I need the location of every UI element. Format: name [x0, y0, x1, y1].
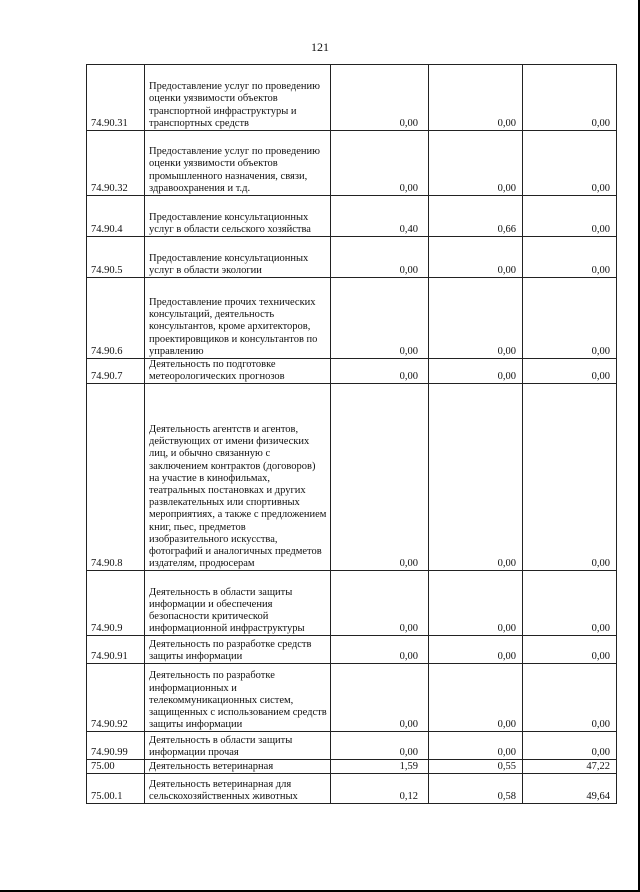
table-row	[87, 664, 617, 732]
row-description: Предоставление услуг по проведению оценки уязвимости объектов транспортной инфраструктуры и транспортных средств	[145, 65, 331, 131]
row-value-3: 0,00	[523, 278, 617, 359]
row-value-3: 0,00	[523, 664, 617, 732]
table-row	[87, 359, 617, 384]
row-value-2: 0,00	[429, 636, 523, 664]
table-row	[87, 384, 617, 571]
row-value-2: 0,00	[429, 732, 523, 760]
row-code: 74.90.9	[87, 571, 145, 636]
row-code: 74.90.92	[87, 664, 145, 732]
row-value-3: 0,00	[523, 571, 617, 636]
row-description: Деятельность ветеринарная	[145, 760, 331, 774]
row-description: Предоставление прочих технических консультаций, деятельность консультантов, кроме архитекторов, проектировщиков и консультантов по управлению	[145, 278, 331, 359]
row-value-1: 0,00	[331, 65, 429, 131]
row-value-2: 0,00	[429, 359, 523, 384]
row-value-2: 0,66	[429, 196, 523, 237]
row-code: 75.00.1	[87, 774, 145, 804]
row-value-1: 0,00	[331, 359, 429, 384]
row-code: 74.90.99	[87, 732, 145, 760]
activity-table-body	[87, 65, 617, 804]
row-value-2: 0,00	[429, 237, 523, 278]
row-value-1: 0,12	[331, 774, 429, 804]
row-description: Деятельность по разработке средств защиты информации	[145, 636, 331, 664]
row-value-3: 0,00	[523, 732, 617, 760]
row-value-2: 0,55	[429, 760, 523, 774]
row-code: 74.90.7	[87, 359, 145, 384]
row-value-1: 0,00	[331, 664, 429, 732]
row-value-1: 0,00	[331, 278, 429, 359]
row-code: 75.00	[87, 760, 145, 774]
table-row	[87, 196, 617, 237]
row-description: Предоставление услуг по проведению оценки уязвимости объектов промышленного назначения, связи, здравоохранения и т.д.	[145, 131, 331, 196]
activity-table	[86, 64, 617, 804]
row-value-2: 0,00	[429, 571, 523, 636]
row-value-1: 0,00	[331, 384, 429, 571]
table-row	[87, 237, 617, 278]
row-description: Деятельность в области защиты информации и обеспечения безопасности критической информационной инфраструктуры	[145, 571, 331, 636]
row-code: 74.90.31	[87, 65, 145, 131]
row-value-1: 0,00	[331, 237, 429, 278]
row-code: 74.90.6	[87, 278, 145, 359]
table-row	[87, 732, 617, 760]
row-description: Деятельность по подготовке метеорологических прогнозов	[145, 359, 331, 384]
page-number: 121	[311, 40, 329, 54]
row-description: Деятельность в области защиты информации прочая	[145, 732, 331, 760]
row-code: 74.90.8	[87, 384, 145, 571]
row-value-3: 0,00	[523, 384, 617, 571]
row-description: Деятельность ветеринарная для сельскохозяйственных животных	[145, 774, 331, 804]
row-description: Деятельность агентств и агентов, действующих от имени физических лиц, и обычно связанную с заключением контрактов (договоров) на участие в кинофильмах, театральных постановках и других развлекательных или спортивных мероприятиях, а также с предложением книг, пьес, предметов изобразительного искусства, фотографий и аналогичных предметов издателям, продюсерам	[145, 384, 331, 571]
row-value-3: 47,22	[523, 760, 617, 774]
row-value-1: 0,00	[331, 571, 429, 636]
row-value-2: 0,00	[429, 664, 523, 732]
row-value-1: 0,40	[331, 196, 429, 237]
row-value-3: 0,00	[523, 65, 617, 131]
row-code: 74.90.4	[87, 196, 145, 237]
row-value-2: 0,00	[429, 384, 523, 571]
row-value-2: 0,00	[429, 131, 523, 196]
row-value-2: 0,00	[429, 278, 523, 359]
row-code: 74.90.32	[87, 131, 145, 196]
table-row	[87, 571, 617, 636]
table-row	[87, 760, 617, 774]
row-value-1: 0,00	[331, 732, 429, 760]
table-row	[87, 65, 617, 131]
row-value-3: 49,64	[523, 774, 617, 804]
row-code: 74.90.91	[87, 636, 145, 664]
row-description: Предоставление консультационных услуг в области экологии	[145, 237, 331, 278]
row-code: 74.90.5	[87, 237, 145, 278]
table-row	[87, 636, 617, 664]
row-value-2: 0,00	[429, 65, 523, 131]
row-value-3: 0,00	[523, 131, 617, 196]
row-value-1: 0,00	[331, 636, 429, 664]
row-value-3: 0,00	[523, 359, 617, 384]
row-value-3: 0,00	[523, 636, 617, 664]
row-description: Деятельность по разработке информационных и телекоммуникационных систем, защищенных с использованием средств защиты информации	[145, 664, 331, 732]
table-row	[87, 131, 617, 196]
row-value-2: 0,58	[429, 774, 523, 804]
row-value-3: 0,00	[523, 237, 617, 278]
row-value-1: 1,59	[331, 760, 429, 774]
table-row	[87, 774, 617, 804]
row-value-3: 0,00	[523, 196, 617, 237]
row-value-1: 0,00	[331, 131, 429, 196]
table-row	[87, 278, 617, 359]
row-description: Предоставление консультационных услуг в области сельского хозяйства	[145, 196, 331, 237]
